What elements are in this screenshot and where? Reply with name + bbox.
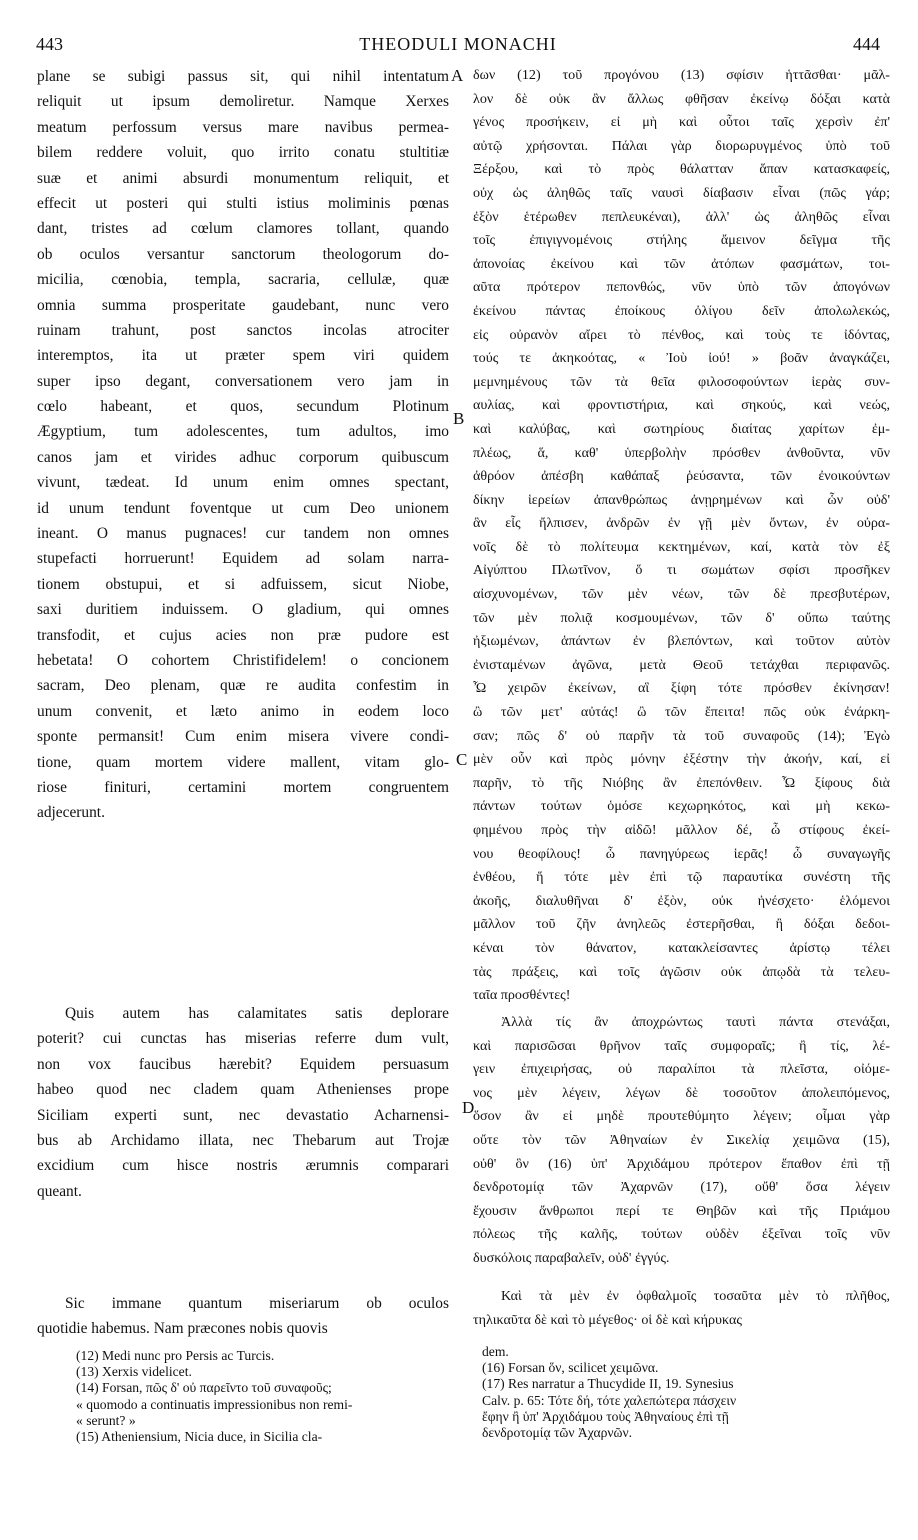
text-line: λον δὲ οὐκ ἂν ἄλλως φθῆσαν ἐκείνῳ δόξαι κατὰ	[473, 90, 890, 107]
footnote-line: δενδροτομίᾳ τῶν Ἀχαρνῶν.	[482, 1424, 633, 1440]
text-line: παρῆν, τὸ τῆς Νιόβης ἂν ἐπεπόνθειν. Ὦ ξίφους διὰ	[473, 774, 890, 791]
text-line: πάντων τούτων ὁμόσε κεχωρηκότος, καὶ μὴ κεκω-	[473, 798, 890, 815]
latin-paragraph-2	[37, 1001, 449, 1204]
page-number-right: 444	[853, 34, 880, 54]
text-line: κέναι τὸν θάνατον, κατακλείσαντες ἀρίστῳ τέλει	[473, 939, 890, 956]
footnote-line: (12) Medi nunc pro Persis ac Turcis.	[76, 1348, 275, 1363]
greek-paragraph-3	[473, 1285, 890, 1332]
text-line: οὐθ' ὃν (16) ὑπ' Ἀρχιδάμου πρότερον ἔπαθον ἐπὶ τῇ	[473, 1155, 890, 1172]
text-line: τούς τε ἀκηκοότας, « Ἰοὺ ἰού! » βοᾶν ἀναγκάζει,	[473, 350, 890, 367]
text-line: transfodit, et cujus acies non præ pudore est	[37, 626, 449, 644]
text-line: Αἰγύπτου Πλωτῖνον, ὅ τι σωμάτων σφίσι προσῆκεν	[473, 562, 890, 579]
margin-marker-c: C	[456, 750, 468, 769]
text-line: ταῖα προσθέντες!	[473, 987, 571, 1004]
text-line: δενδροτομίᾳ τῶν Ἀχαρνῶν (17), οὔθ' ὅσα λέγειν	[473, 1179, 890, 1196]
text-line: habeo quod nec cladem quam Athenienses prope	[37, 1081, 449, 1099]
text-line: νου θεοφίλους! ὦ πανηγύρεως ἱερᾶς! ὦ συναγωγῆς	[473, 845, 890, 862]
text-line: reliquit ut ipsum demoliretur. Namque Xerxes	[37, 93, 449, 111]
text-line: αῦτα πρότερον πεπονθώς, νῦν ὑπὸ τῶν ἀπογόνων	[473, 279, 890, 296]
page-number-left: 443	[36, 34, 63, 54]
text-line: queant.	[37, 1182, 82, 1200]
text-line: αὐτῷ χρήσονται. Πάλαι γὰρ διορωρυγμένος ὑπὸ τοῦ	[473, 137, 890, 154]
text-line: Ξέρξου, καὶ τὸ πρὸς θάλατταν ἅπαν κατασκαφείς,	[473, 161, 890, 178]
margin-marker-a: A	[451, 66, 464, 85]
text-line: αἰσχυνομένων, τῶν μὲν νέων, τῶν δὲ πρεσβυτέρων,	[473, 586, 890, 603]
text-line: ἐνισταμένων ἀγῶνα, μετὰ Θεοῦ τετάχθαι περιφανῶς.	[473, 656, 890, 673]
footnotes-left	[76, 1348, 466, 1445]
text-line: τοῖς ἐπιγιγνομένοις στήλης ἄμεινον δεῖγμα τῆς	[473, 232, 890, 249]
text-line: ἂν εἷς ἤλπισεν, ἀνδρῶν ἐν γῇ μὲν ὄντων, ἐν οὐρα-	[473, 515, 890, 532]
text-line: effecit ut posteri qui stulti istius moliminis pœnas	[37, 194, 449, 212]
margin-marker-d: D	[462, 1098, 475, 1117]
text-line: omnia summa prosperitate gaudebant, nunc vero	[37, 296, 449, 314]
text-line: unum convenit, et læto animo in eodem loco	[37, 702, 449, 720]
margin-marker-b: B	[453, 409, 465, 428]
footnote-line: (13) Xerxis videlicet.	[76, 1364, 192, 1380]
text-line: πόλεως τῆς καλῆς, τούτων οὐδὲν ἐξεῖναι τοῖς νῦν	[473, 1226, 890, 1243]
text-line: bilem reddere voluit, quo irrito conatu stultitiæ	[37, 144, 449, 162]
text-line: ob oculos versantur sanctorum theologorum do-	[37, 245, 449, 263]
text-line: non vox faucibus hærebit? Equidem persuasum	[37, 1055, 449, 1073]
text-line: Ægyptium, tum adolescentes, tum adultos, imo	[37, 423, 449, 441]
text-line: vivunt, tædeat. Id unum enim omnes spectant,	[37, 474, 449, 492]
footnote-line: « quomodo a continuatis impressionibus non remi-	[76, 1396, 353, 1412]
text-line: αυλίας, καὶ φροντιστήρια, καὶ σηκούς, καὶ νεώς,	[473, 397, 890, 414]
latin-paragraph-1	[37, 64, 449, 826]
text-line: bus ab Archidamo illata, nec Thebarum aut Trojæ	[37, 1131, 449, 1149]
text-line: tione, quam mortem videre mallent, vitam glo-	[37, 753, 449, 771]
text-line: οὐχ ὡς ἀληθῶς ταῖς ναυσὶ δίαβασιν εἶναι (πῶς γάρ;	[473, 184, 890, 201]
text-line: meatum perfossum versus mare navibus permea-	[37, 118, 449, 136]
text-line: riose finituri, certamini mortem congruentem	[37, 778, 449, 796]
text-line: ἔχουσιν ἄνθρωποι περί τε Θηβῶν καὶ τῆς Πριάμου	[473, 1202, 890, 1219]
text-line: νος μὲν λέγειν, λέγων δὲ τοσοῦτον ἀπολειπόμενος,	[473, 1084, 890, 1101]
text-line: stupefacti horruerunt! Equidem ad solam narra-	[37, 550, 449, 568]
text-line: Quis autem has calamitates satis deplorare	[65, 1005, 449, 1022]
footnote-line: (14) Forsan, πῶς δ' οὐ παρεῖντο τοῦ συναφοῦς;	[76, 1380, 332, 1396]
text-line: καὶ παρισῶσαι θρῆνον ταῖς συμφοραῖς; ἢ τίς, λέ-	[473, 1037, 890, 1054]
text-line: excidium cum hisce nostris ærumnis comparari	[37, 1157, 449, 1175]
text-line: γειν ἐπιχειρήσας, οὐ παραλίποι τὰ πλεῖστα, οἰόμε-	[473, 1061, 890, 1078]
text-line: Ὦ χειρῶν ἐκείνων, αἳ ξίφη τότε πρόσθεν ἐκίνησαν!	[473, 680, 890, 697]
text-line: canos jam et virides adhuc corporum quibuscum	[37, 448, 449, 466]
text-line: δυσκόλοις παραβαλεῖν, οὐδ' ἐγγύς.	[473, 1249, 670, 1266]
running-header	[36, 34, 880, 60]
text-line: hebetata! O cohortem Christifidelem! o concionem	[37, 651, 449, 669]
footnote-line: Calv. p. 65: Τότε δή, τότε χαλεπώτερα πάσχειν	[482, 1392, 737, 1408]
text-line: dant, tristes ad cœlum clamores tollant, quando	[37, 220, 449, 238]
text-line: φημένου πρὸς τὴν αἰδῶ! μᾶλλον δέ, ὦ στίφους ἐκεί-	[473, 822, 890, 838]
text-line: ὅσον ἂν εἰ μηδὲ προυτεθύμητο λέγειν; οἶμαι γὰρ	[473, 1108, 890, 1125]
text-line: μᾶλλον τοῦ ζῆν ἀνηλεῶς ἐστερῆσθαι, ἢ δόξαι δεδοι-	[473, 916, 890, 933]
text-line: ὢ τῶν μετ' αὐτάς! ὢ τῶν ἔπειτα! πῶς οὐκ ἐνάρκη-	[473, 704, 890, 721]
text-line: μεμνημένους τῶν τὰ θεῖα φιλοσοφούντων ἱερὰς συν-	[473, 373, 890, 390]
text-line: interemptos, ita ut præter spem viri quidem	[37, 347, 449, 365]
footnote-line: « serunt? »	[76, 1412, 136, 1428]
text-line: Sic immane quantum miseriarum ob oculos	[65, 1295, 449, 1312]
footnote-line: dem.	[482, 1344, 509, 1359]
latin-paragraph-3	[37, 1291, 449, 1342]
text-line: ἐνθέου, ἥ τότε μὲν ἐπὶ τῷ παραυτίκα συνέστη τῆς	[473, 869, 890, 886]
text-line: τὰς πράξεις, καὶ τοῖς ἀγῶσιν οὐκ ἀπῳδὰ τὰ τελευ-	[473, 963, 890, 980]
text-line: cœlo habeant, et quos, secundum Plotinum	[37, 398, 449, 416]
text-line: Καὶ τὰ μὲν ἐν ὀφθαλμοῖς τοσαῦτα μὲν τὸ πλῆθος,	[501, 1288, 890, 1304]
text-line: οὔτε τὸν τῶν Ἀθηναίων ἐν Σικελίᾳ χειμῶνα (15),	[473, 1131, 890, 1148]
text-line: μὲν οὖν καὶ πρὸς μόνην ἐξέστην τὴν ἀκοήν, καί, εἰ	[473, 751, 890, 768]
text-line: ἠξιωμένων, ἁπάντων ἐν βλεπόντων, καὶ τοῦτον αὐτὸν	[473, 633, 890, 650]
text-line: τῶν μὲν πολιᾷ κοσμουμένων, τῶν δ' οὔπω ταύτης	[473, 609, 890, 626]
footnotes-right	[482, 1344, 892, 1441]
footnote-line: (15) Atheniensium, Nicia duce, in Sicilia cla-	[76, 1428, 323, 1444]
text-line: Ἀλλὰ τίς ἂν ἀποχρώντως ταυτὶ πάντα στενάξαι,	[501, 1014, 890, 1030]
text-line: ἀκοῆς, διαλυθῆναι δ' ἐξὸν, οὐκ ἠνέσχετο· ἑλόμενοι	[473, 892, 890, 909]
text-line: sacram, Deo plenam, quæ re audita confestim in	[37, 677, 449, 695]
text-line: ruinam trahunt, post sanctos incolas atrociter	[37, 321, 449, 339]
text-line: quotidie habemus. Nam præcones nobis quovis	[37, 1320, 328, 1338]
text-line: ἐκείνου πάντας ἐποίκους ὀλίγου δεῖν ἀπολωλεκώς,	[473, 302, 890, 319]
text-line: τηλικαῦτα δὲ καὶ τὸ μέγεθος· οἱ δὲ καὶ κήρυκας	[473, 1311, 742, 1328]
text-line: σαν; πῶς δ' οὐ παρῆν τὰ τοῦ συναφοῦς (14); Ἐγὼ	[473, 727, 890, 744]
text-line: γένος προσήκειν, εἰ μὴ καὶ οὗτοι ταῖς χερσὶν ἐπ'	[473, 114, 890, 131]
greek-paragraph-2	[473, 1011, 890, 1271]
text-line: id unum tendunt foventque ut cum Deo unionem	[37, 499, 449, 517]
text-line: ἐξὸν ἑτέρωθεν πεπλευκέναι), ἀλλ' ὡς ἀληθῶς εἶναι	[473, 208, 890, 225]
text-line: ineant. O manus pugnaces! cur tandem non omnes	[37, 525, 449, 543]
text-line: ἀπονοίας ἐκείνου καὶ τῶν ἀτόπων φασμάτων, τοι-	[473, 255, 890, 272]
text-line: Siciliam experti sunt, nec devastatio Acharnensi-	[37, 1106, 449, 1124]
footnote-line: ἔφην ἢ ὑπ' Ἀρχιδάμου τοὺς Ἀθηναίους ἐπὶ τῇ	[482, 1408, 729, 1424]
text-line: super ipso degant, conversationem vero jam in	[37, 372, 449, 390]
text-line: ἀθρόον ἀπέσβη καθάπαξ ῥεύσαντα, τῶν ἐνοικούντων	[473, 468, 890, 485]
text-line: saxi duritiem induissem. O gladium, qui omnes	[37, 601, 449, 619]
text-line: δίκην ἱερείων ἀπανθρώπως ἀνῃρημένων καὶ ὧν οὐδ'	[473, 491, 890, 508]
text-line: adjecerunt.	[37, 804, 105, 822]
text-line: poterit? cui cunctas has miserias referre dum vult,	[37, 1030, 449, 1048]
text-line: micilia, cœnobia, templa, sacraria, cellulæ, quæ	[37, 271, 449, 289]
text-line: plane se subigi passus sit, qui nihil intentatum	[37, 68, 449, 85]
text-line: εἰς οὐρανὸν αἴρει τὸ πένθος, καὶ τοὺς τε ἰδόντας,	[473, 326, 890, 343]
footnote-line: (16) Forsan ὅν, scilicet χειμῶνα.	[482, 1360, 659, 1376]
text-line: suæ et animi absurdi monumentum reliquit, et	[37, 169, 449, 187]
text-line: δων (12) τοῦ προγόνου (13) σφίσιν ἡττᾶσθαι· μᾶλ-	[473, 67, 890, 83]
text-line: καὶ καλύβας, καὶ σωτηρίους διαίτας χαρίτων ἐμ-	[473, 420, 890, 437]
text-line: πλέως, ἅ, καθ' ὑπερβολὴν πρόσθεν ἀνθοῦντα, νῦν	[473, 444, 890, 461]
running-title: THEODULI MONACHI	[359, 34, 557, 54]
text-line: νοῖς δὲ τὸ πολίτευμα κεκτημένων, καί, κατὰ τὸν ἐξ	[473, 538, 890, 555]
footnote-line: (17) Res narratur a Thucydide II, 19. Synesius	[482, 1376, 734, 1392]
text-line: sponte permansit! Cum enim misera vivere condi-	[37, 728, 449, 746]
text-line: tionem obstupui, et si adfuissem, sicut Niobe,	[37, 575, 449, 593]
greek-paragraph-1	[473, 64, 890, 1008]
